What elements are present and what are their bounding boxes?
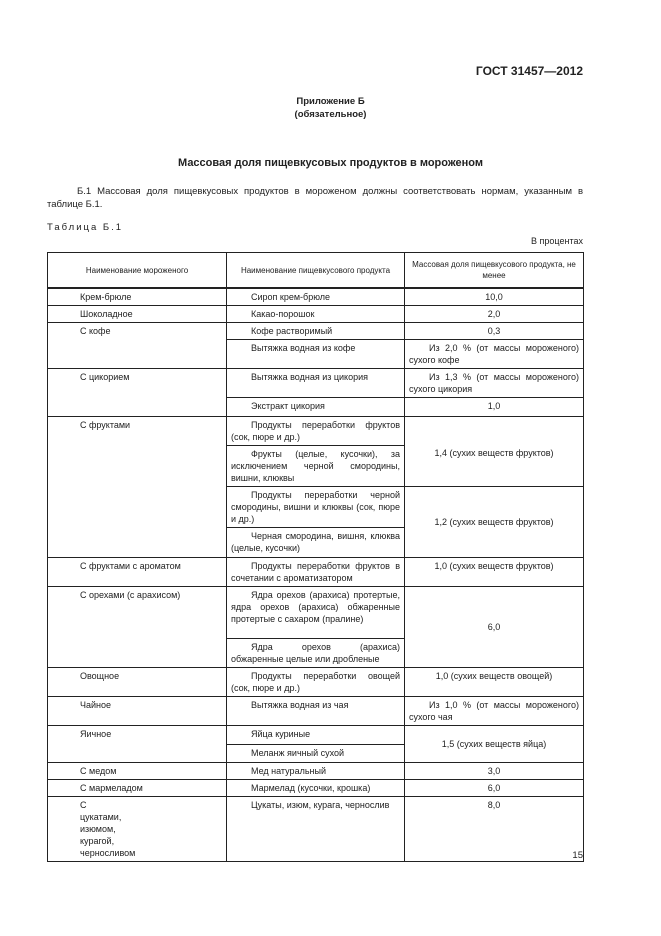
mass-fraction-value	[405, 487, 584, 558]
mass-fraction-value	[405, 306, 584, 323]
product-cell	[227, 417, 405, 446]
product-cell	[227, 369, 405, 398]
table-row	[48, 797, 584, 862]
table-row	[48, 780, 584, 797]
mass-fraction-value	[405, 340, 584, 369]
product-cell	[227, 780, 405, 797]
mass-fraction-text: 1,0 (сухих веществ фруктов)	[434, 561, 554, 571]
mass-fraction-value	[405, 668, 584, 697]
product-cell	[227, 797, 405, 862]
header-mass-fraction: Массовая доля пищевкусового продукта, не менее	[405, 253, 584, 289]
mass-fraction-value	[405, 697, 584, 726]
product-cell	[227, 398, 405, 417]
table-row	[48, 288, 584, 306]
product-name: Черная смородина, вишня, клюква (целые, кусочки)	[231, 531, 400, 553]
ice-cream-name: С медом	[48, 763, 227, 780]
product-name: Продукты переработки черной смородины, вишни и клюквы (сок, пюре и др.)	[231, 490, 400, 524]
product-cell	[227, 668, 405, 697]
product-cell	[227, 745, 405, 763]
mass-fraction-value	[405, 417, 584, 487]
ice-cream-name: С цикорием	[48, 369, 227, 417]
mass-fraction-value	[405, 763, 584, 780]
product-cell	[227, 340, 405, 369]
mass-fraction-value	[405, 726, 584, 763]
mass-fraction-text: Из 2,0 % (от массы мороженого) сухого кофе	[409, 343, 579, 365]
table-row	[48, 668, 584, 697]
table-row	[48, 726, 584, 745]
mass-fraction-text: 0,3	[487, 326, 501, 336]
ice-cream-name: С орехами (с арахисом)	[48, 587, 227, 668]
product-cell	[227, 558, 405, 587]
product-cell	[227, 487, 405, 528]
mass-fraction-text: 6,0	[487, 622, 501, 632]
mass-fraction-text: Из 1,0 % (от массы мороженого) сухого чая	[409, 700, 579, 722]
standard-number: ГОСТ 31457—2012	[475, 64, 583, 78]
ice-cream-name: Чайное	[48, 697, 227, 726]
mass-fraction-text: 1,0 (сухих веществ овощей)	[435, 671, 553, 681]
product-name: Сироп крем-брюле	[251, 292, 331, 302]
product-name: Ядра орехов (арахиса) протертые, ядра орехов (арахиса) обжаренные протертые с сахаром (пралине)	[231, 590, 400, 624]
page-number: 15	[572, 850, 583, 861]
table-row	[48, 417, 584, 446]
mass-fraction-value	[405, 797, 584, 862]
mass-fraction-value	[405, 558, 584, 587]
mass-fraction-value	[405, 288, 584, 306]
product-name: Яйца куриные	[251, 729, 311, 739]
appendix-title: Приложение Б	[296, 96, 365, 107]
product-name: Мед натуральный	[251, 766, 326, 776]
mass-fraction-text: 2,0	[487, 309, 501, 319]
mass-fraction-text: Из 1,3 % (от массы мороженого) сухого цикория	[409, 372, 579, 394]
mass-fraction-value	[405, 780, 584, 797]
product-cell	[227, 288, 405, 306]
product-name: Какао-порошок	[251, 309, 315, 319]
product-name: Вытяжка водная из кофе	[251, 343, 356, 353]
product-name: Продукты переработки овощей (сок, пюре и др.)	[231, 671, 400, 693]
ice-cream-name: С мармеладом	[48, 780, 227, 797]
table-row	[48, 697, 584, 726]
mass-fraction-table	[47, 252, 584, 862]
product-name: Вытяжка водная из чая	[251, 700, 349, 710]
mass-fraction-value	[405, 398, 584, 417]
table-caption: Таблица Б.1	[47, 222, 124, 233]
table-row	[48, 369, 584, 398]
product-name: Продукты переработки фруктов (сок, пюре и др.)	[231, 420, 400, 442]
product-cell	[227, 528, 405, 558]
table-units: В процентах	[531, 236, 583, 246]
product-cell	[227, 697, 405, 726]
table-row	[48, 763, 584, 780]
appendix-type: (обязательное)	[294, 109, 367, 120]
product-name: Вытяжка водная из цикория	[251, 372, 369, 382]
product-cell	[227, 726, 405, 745]
table-header-row	[48, 253, 584, 289]
product-cell	[227, 587, 405, 639]
ice-cream-name: Крем-брюле	[48, 288, 227, 306]
product-name: Ядра орехов (арахиса) обжаренные целые или дробленые	[231, 642, 400, 664]
ice-cream-name: Овощное	[48, 668, 227, 697]
ice-cream-name: Яичное	[48, 726, 227, 763]
product-cell	[227, 323, 405, 340]
mass-fraction-value	[405, 323, 584, 340]
product-cell	[227, 306, 405, 323]
product-cell	[227, 639, 405, 668]
mass-fraction-value	[405, 587, 584, 668]
mass-fraction-text: 1,2 (сухих веществ фруктов)	[434, 517, 554, 527]
table-row	[48, 587, 584, 639]
mass-fraction-text: 6,0	[487, 783, 501, 793]
ice-cream-name: С кофе	[48, 323, 227, 369]
product-name: Кофе растворимый	[251, 326, 333, 336]
paragraph: Б.1 Массовая доля пищевкусовых продуктов в мороженом должны соответствовать нормам, указанным в таблице Б.1.	[47, 186, 583, 210]
section-title: Массовая доля пищевкусовых продуктов в мороженом	[178, 157, 483, 169]
table-row	[48, 323, 584, 340]
header-ice-cream: Наименование мороженого	[48, 253, 227, 289]
mass-fraction-text: 8,0	[487, 800, 501, 810]
product-cell	[227, 763, 405, 780]
mass-fraction-text: 1,4 (сухих веществ фруктов)	[434, 448, 554, 458]
product-name: Мармелад (кусочки, крошка)	[251, 783, 371, 793]
ice-cream-name: С фруктами с ароматом	[48, 558, 227, 587]
product-name: Продукты переработки фруктов в сочетании с ароматизатором	[231, 561, 400, 583]
product-name: Цукаты, изюм, курага, чернослив	[251, 800, 390, 810]
mass-fraction-text: 1,0	[487, 401, 501, 411]
product-cell	[227, 446, 405, 487]
mass-fraction-text: 3,0	[487, 766, 501, 776]
product-name: Фрукты (целые, кусочки), за исключением черной смородины, вишни, клюквы	[231, 449, 400, 483]
mass-fraction-text: 1,5 (сухих веществ яйца)	[441, 739, 547, 749]
product-name: Меланж яичный сухой	[251, 748, 345, 758]
ice-cream-name: С цукатами, изюмом, курагой, черносливом	[48, 797, 227, 862]
table-row	[48, 558, 584, 587]
product-name: Экстракт цикория	[251, 401, 325, 411]
ice-cream-name: Шоколадное	[48, 306, 227, 323]
mass-fraction-text: 10,0	[485, 292, 503, 302]
table-row	[48, 306, 584, 323]
header-product: Наименование пищевкусового продукта	[227, 253, 405, 289]
ice-cream-name: С фруктами	[48, 417, 227, 558]
mass-fraction-value	[405, 369, 584, 398]
